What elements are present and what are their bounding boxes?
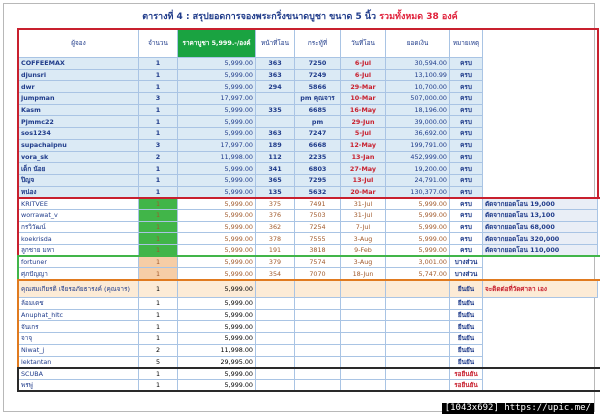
title-main: ตารางที่ 4 : สรุปยอดการจองพระกริ่งขนาดบูชา ขนาด 5 นิ้ว [142,12,380,22]
qty-cell: 1 [139,58,178,70]
col-header-amount: ยอดเงิน [386,29,450,58]
note-cell: ตัดจากยอดโอน 320,000 [483,233,598,245]
amount-cell: 5,999.00 [386,221,450,233]
price-cell: 5,999.00 [178,233,256,245]
booker-name: vora_sk [19,151,139,163]
transfer-date-cell: 16-May [341,104,386,116]
booker-name: dwr [19,81,139,93]
status-cell: ยืนยัน [450,298,483,310]
transfer-page-cell: 112 [256,151,295,163]
thread-reply-cell: pm [295,116,341,128]
transfer-date-cell: 9-Feb [341,245,386,257]
thread-reply-cell: 7254 [295,221,341,233]
thread-reply-cell [295,379,341,391]
amount-cell: 5,999.00 [386,198,450,210]
qty-cell: 3 [139,93,178,105]
transfer-date-cell [341,344,386,356]
transfer-page-cell [256,116,295,128]
qty-cell: 1 [139,69,178,81]
thread-reply-cell: 7250 [295,58,341,70]
price-cell: 5,999.00 [178,209,256,221]
amount-cell: 18,196.00 [386,104,450,116]
transfer-page-cell: 341 [256,163,295,175]
amount-cell: 24,791.00 [386,174,450,186]
status-cell: ครบ [450,69,483,81]
transfer-page-cell: 335 [256,104,295,116]
transfer-page-cell [256,280,295,298]
amount-cell [386,280,450,298]
transfer-date-cell: 18-Jun [341,268,386,280]
note-cell: ตัดจากยอดโอน 110,000 [483,245,598,257]
transfer-page-cell: 363 [256,69,295,81]
booker-name: คุณสมเกียรติ เจียรอภัยธารงค์ (คุณจาร) [19,280,139,298]
table-row [19,186,598,198]
table-header-row [19,29,598,58]
booker-name: fortuner [19,256,139,268]
qty-cell: 1 [139,333,178,345]
thread-reply-cell: 6803 [295,163,341,175]
amount-cell: 10,700.00 [386,81,450,93]
transfer-date-cell: 27-May [341,163,386,175]
transfer-date-cell: 5-Jul [341,128,386,140]
qty-cell: 1 [139,209,178,221]
price-cell: 5,999.00 [178,368,256,380]
amount-cell: 507,000.00 [386,93,450,105]
booking-summary-table [18,28,598,392]
booker-name: ล้อมเดช [19,298,139,310]
price-cell: 5,999.00 [178,280,256,298]
booker-name: พรพู่ [19,379,139,391]
transfer-page-cell [256,356,295,368]
amount-cell: 5,999.00 [386,233,450,245]
thread-reply-cell [295,321,341,333]
thread-reply-cell: 7070 [295,268,341,280]
status-cell: ยืนยัน [450,321,483,333]
transfer-page-cell [256,333,295,345]
transfer-page-cell [256,309,295,321]
transfer-page-cell: 354 [256,268,295,280]
booker-name: Pjmmc22 [19,116,139,128]
thread-reply-cell [295,309,341,321]
amount-cell: 36,692.00 [386,128,450,140]
thread-reply-cell: 5632 [295,186,341,198]
transfer-page-cell: 362 [256,221,295,233]
price-cell: 29,995.00 [178,356,256,368]
thread-reply-cell [295,356,341,368]
status-cell: รอยืนยัน [450,368,483,380]
price-cell: 5,999.00 [178,116,256,128]
thread-reply-cell [295,333,341,345]
transfer-page-cell [256,344,295,356]
price-cell: 5,999.00 [178,104,256,116]
amount-cell [386,356,450,368]
status-cell: ครบ [450,93,483,105]
transfer-page-cell [256,321,295,333]
note-cell: ตัดจากยอดโอน 19,000 [483,198,598,210]
price-cell: 5,999.00 [178,321,256,333]
thread-reply-cell: 2235 [295,151,341,163]
price-cell: 5,999.00 [178,268,256,280]
thread-reply-cell [295,298,341,310]
price-cell: 5,999.00 [178,163,256,175]
col-header-booker: ผู้จอง [19,29,139,58]
qty-cell: 1 [139,198,178,210]
transfer-date-cell: 12-May [341,139,386,151]
table-row [19,245,598,257]
transfer-date-cell [341,321,386,333]
qty-cell: 1 [139,309,178,321]
booker-name: COFFEEMAX [19,58,139,70]
qty-cell: 1 [139,174,178,186]
transfer-date-cell: 29-Mar [341,81,386,93]
table-row [19,368,598,380]
status-cell: ครบ [450,128,483,140]
note-cell: ตัดจากยอดโอน 68,000 [483,221,598,233]
transfer-page-cell [256,379,295,391]
status-cell: บางส่วน [450,268,483,280]
amount-cell: 39,000.00 [386,116,450,128]
transfer-date-cell: 10-Mar [341,93,386,105]
thread-reply-cell: pm คุณจาร [295,93,341,105]
booker-name: lektantan [19,356,139,368]
transfer-date-cell: 31-Jul [341,209,386,221]
booker-name: จาจุ [19,333,139,345]
booker-name: jumpman [19,93,139,105]
thread-reply-cell [295,344,341,356]
status-cell: ครบ [450,58,483,70]
booker-name: จันเกร [19,321,139,333]
price-cell: 5,999.00 [178,198,256,210]
price-cell: 5,999.00 [178,221,256,233]
table-row [19,209,598,221]
thread-reply-cell: 7555 [295,233,341,245]
amount-cell: 199,791.00 [386,139,450,151]
amount-cell: 13,100.99 [386,69,450,81]
booker-name: worrawat_v [19,209,139,221]
status-cell: บางส่วน [450,256,483,268]
table-row [19,116,598,128]
amount-cell [386,309,450,321]
table-row [19,151,598,163]
table-row [19,233,598,245]
qty-cell: 1 [139,379,178,391]
status-cell: ครบ [450,151,483,163]
thread-reply-cell: 6685 [295,104,341,116]
transfer-date-cell: 29-Jun [341,116,386,128]
table-row [19,298,598,310]
booker-name: Anuphat_hltc [19,309,139,321]
qty-cell: 1 [139,233,178,245]
amount-cell: 30,594.00 [386,58,450,70]
table-row [19,58,598,70]
transfer-date-cell: 20-Mar [341,186,386,198]
qty-cell: 1 [139,245,178,257]
transfer-date-cell [341,356,386,368]
booker-name: djunsri [19,69,139,81]
price-cell: 5,999.00 [178,69,256,81]
qty-cell: 1 [139,368,178,380]
status-cell: ยืนยัน [450,344,483,356]
table-row [19,344,598,356]
table-row [19,198,598,210]
transfer-page-cell: 363 [256,58,295,70]
status-cell: ยืนยัน [450,280,483,298]
status-cell: ยืนยัน [450,333,483,345]
table-row [19,163,598,175]
table-row [19,93,598,105]
transfer-page-cell: 375 [256,198,295,210]
price-cell: 5,999.00 [178,379,256,391]
transfer-date-cell: 13-Jul [341,174,386,186]
transfer-page-cell: 376 [256,209,295,221]
table-row [19,333,598,345]
transfer-page-cell: 189 [256,139,295,151]
transfer-page-cell: 378 [256,233,295,245]
transfer-date-cell [341,280,386,298]
qty-cell: 2 [139,344,178,356]
amount-cell: 5,999.00 [386,245,450,257]
table-row [19,309,598,321]
thread-reply-cell [295,280,341,298]
booker-name: เด็ก น้อย [19,163,139,175]
thread-reply-cell: 7247 [295,128,341,140]
thread-reply-cell: 7574 [295,256,341,268]
price-cell: 5,999.00 [178,309,256,321]
col-header-price: ราคาบูชา 5,999.-/องค์ [178,29,256,58]
table-row [19,256,598,268]
booker-name: หน่อง [19,186,139,198]
booker-name: ศุภปัญญา [19,268,139,280]
col-header-transfer-date: วันที่โอน [341,29,386,58]
transfer-page-cell: 294 [256,81,295,93]
qty-cell: 1 [139,163,178,175]
table-row [19,280,598,298]
thread-reply-cell [295,368,341,380]
status-cell: ครบ [450,245,483,257]
qty-cell: 1 [139,116,178,128]
qty-cell: 1 [139,256,178,268]
transfer-date-cell: 6-Jul [341,69,386,81]
table-row [19,379,598,391]
note-cell: ตัดจากยอดโอน 13,100 [483,209,598,221]
price-cell: 5,999.00 [178,298,256,310]
table-row [19,174,598,186]
price-cell: 5,999.00 [178,186,256,198]
transfer-date-cell: 31-Jul [341,198,386,210]
status-cell: ครบ [450,163,483,175]
amount-cell [386,379,450,391]
transfer-date-cell: 6-Jul [341,58,386,70]
qty-cell: 1 [139,221,178,233]
booker-name: กรวิวัฒน์ [19,221,139,233]
qty-cell: 1 [139,128,178,140]
booker-name: Niwat_j [19,344,139,356]
status-cell: ครบ [450,116,483,128]
price-cell: 5,999.00 [178,174,256,186]
qty-cell: 1 [139,186,178,198]
amount-cell [386,298,450,310]
amount-cell [386,321,450,333]
qty-cell: 3 [139,139,178,151]
thread-reply-cell: 7249 [295,69,341,81]
amount-cell: 5,747.00 [386,268,450,280]
amount-cell: 130,377.00 [386,186,450,198]
booker-name: koekrisda [19,233,139,245]
qty-cell: 2 [139,151,178,163]
status-cell: ยืนยัน [450,356,483,368]
table-row [19,104,598,116]
booker-name: sos1234 [19,128,139,140]
status-cell: ครบ [450,174,483,186]
transfer-page-cell: 365 [256,174,295,186]
qty-cell: 1 [139,280,178,298]
qty-cell: 1 [139,298,178,310]
transfer-date-cell: 3-Aug [341,256,386,268]
qty-cell: 1 [139,104,178,116]
status-cell: ครบ [450,139,483,151]
qty-cell: 1 [139,321,178,333]
transfer-page-cell: 379 [256,256,295,268]
status-cell: ครบ [450,221,483,233]
price-cell: 5,999.00 [178,245,256,257]
amount-cell [386,333,450,345]
qty-cell: 1 [139,81,178,93]
price-cell: 17,997.00 [178,93,256,105]
transfer-date-cell [341,333,386,345]
col-header-thread-reply: กระทู้ที่ [295,29,341,58]
table-row [19,81,598,93]
thread-reply-cell: 3818 [295,245,341,257]
transfer-date-cell [341,298,386,310]
price-cell: 5,999.00 [178,128,256,140]
transfer-page-cell: 363 [256,128,295,140]
table-row [19,321,598,333]
col-header-note: หมายเหตุ [450,29,483,58]
booker-name: KRITVEE [19,198,139,210]
booker-name: supachaipnu [19,139,139,151]
booker-name: SCUBA [19,368,139,380]
transfer-date-cell: 7-Jul [341,221,386,233]
transfer-date-cell [341,309,386,321]
status-cell: ครบ [450,104,483,116]
amount-cell: 452,999.00 [386,151,450,163]
status-cell: ครบ [450,198,483,210]
thread-reply-cell: 7503 [295,209,341,221]
price-cell: 5,999.00 [178,333,256,345]
thread-reply-cell: 7295 [295,174,341,186]
qty-cell: 5 [139,356,178,368]
transfer-date-cell: 3-Aug [341,233,386,245]
status-cell: ยืนยัน [450,309,483,321]
table-row [19,139,598,151]
table-row [19,128,598,140]
table-row [19,69,598,81]
col-header-qty: จำนวน [139,29,178,58]
transfer-page-cell: 191 [256,245,295,257]
amount-cell: 19,200.00 [386,163,450,175]
transfer-page-cell: 135 [256,186,295,198]
price-cell: 5,999.00 [178,58,256,70]
price-cell: 11,998.00 [178,151,256,163]
amount-cell: 5,999.00 [386,209,450,221]
booker-name: ปิญจ [19,174,139,186]
table-row [19,268,598,280]
note-cell: จะติดต่อที่วัดศาลา เอง [483,280,598,298]
amount-cell [386,344,450,356]
title-total: รวมทั้งหมด 38 องค์ [379,12,458,22]
transfer-page-cell [256,298,295,310]
status-cell: ครบ [450,209,483,221]
status-cell: รอยืนยัน [450,379,483,391]
transfer-page-cell [256,93,295,105]
price-cell: 5,999.00 [178,81,256,93]
booker-name: Kasm [19,104,139,116]
table-row [19,356,598,368]
transfer-page-cell [256,368,295,380]
thread-reply-cell: 7491 [295,198,341,210]
transfer-date-cell [341,368,386,380]
image-size-watermark: [1043x692] https://upic.me/ [442,403,594,414]
booker-name: ลูกชาย มหา [19,245,139,257]
col-header-transfer-page: หน้าที่โอน [256,29,295,58]
status-cell: ครบ [450,186,483,198]
transfer-date-cell [341,379,386,391]
thread-reply-cell: 6668 [295,139,341,151]
transfer-date-cell: 13-Jan [341,151,386,163]
qty-cell: 1 [139,268,178,280]
table-row [19,221,598,233]
status-cell: ครบ [450,81,483,93]
price-cell: 17,997.00 [178,139,256,151]
amount-cell: 3,001.00 [386,256,450,268]
thread-reply-cell: 5866 [295,81,341,93]
status-cell: ครบ [450,233,483,245]
price-cell: 11,998.00 [178,344,256,356]
amount-cell [386,368,450,380]
table-title [0,9,600,23]
price-cell: 5,999.00 [178,256,256,268]
